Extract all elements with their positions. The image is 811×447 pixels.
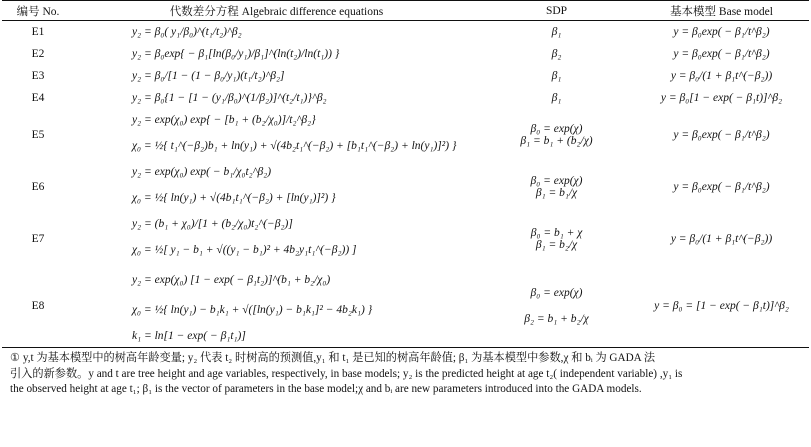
equations-table bbox=[2, 0, 809, 348]
row-id: E8 bbox=[2, 265, 74, 348]
sdp-cell bbox=[479, 109, 634, 161]
equation-line: χ₀ = ½[ y₁ − b₁ + √((y₁ − b₁)² + 4b₂y₁t₁^(−β₂)) ] bbox=[132, 244, 357, 256]
footnote-line: 引入的新参数。y and t are tree height and age variables, respectively, in base models; y₂ is the predicted height at age t₂( independent variable) ,y₁ is bbox=[10, 367, 683, 380]
equation-cell bbox=[74, 109, 479, 161]
base-model-cell: y = β₀exp( − β₁/t^β₂) bbox=[673, 129, 770, 141]
equation-line: y₂ = β₀exp{ − β₁[ln(β₀/y₁)/β₁]^(ln(t₂)/ln(t₁)) } bbox=[132, 48, 340, 60]
sdp-cell bbox=[479, 87, 634, 109]
equation-line: y₂ = β₀( y₁/β₀)^(t₁/t₂)^β₂ bbox=[132, 26, 242, 38]
equation-cell bbox=[74, 87, 479, 109]
sdp-line: β₁ bbox=[551, 92, 562, 104]
equation-line: y₂ = exp(χ₀) exp( − b₁/χ₀t₂^β₂) bbox=[132, 166, 272, 178]
sdp-line: β₁ = b₂/χ bbox=[535, 239, 578, 251]
equation-cell bbox=[74, 43, 479, 65]
equation-line: k₁ = ln[1 − exp( − β₁t₁)] bbox=[132, 330, 246, 342]
base-model-cell: y = β₀/(1 + β₁t^(−β₂)) bbox=[670, 70, 773, 82]
header-no: 编号 No. bbox=[2, 1, 74, 21]
table-row bbox=[2, 65, 809, 87]
base-model-cell: y = β₀ = [1 − exp( − β₁t)]^β₂ bbox=[634, 265, 809, 348]
sdp-line: β₂ bbox=[551, 48, 562, 60]
table-row bbox=[2, 87, 809, 109]
table-row bbox=[2, 21, 809, 44]
sdp-line: β₀ = exp(χ) bbox=[530, 287, 583, 299]
table-row bbox=[2, 43, 809, 65]
table-row bbox=[2, 265, 809, 348]
sdp-cell bbox=[479, 65, 634, 87]
row-id: E4 bbox=[31, 92, 45, 104]
equation-cell bbox=[74, 265, 479, 348]
header-base-model: 基本模型 Base model bbox=[634, 1, 809, 21]
sdp-line: β₁ = b₁/χ bbox=[535, 187, 578, 199]
sdp-line: β₁ = b₁ + (b₂/χ) bbox=[520, 135, 593, 147]
equation-cell bbox=[74, 21, 479, 44]
sdp-cell bbox=[479, 43, 634, 65]
base-model-cell: y = β₀/(1 + β₁t^(−β₂)) bbox=[670, 233, 773, 245]
equation-cell bbox=[74, 213, 479, 265]
equation-line: y₂ = exp(χ₀) [1 − exp( − β₁t₂)]^(b₁ + b₂/χ₀) bbox=[132, 274, 331, 286]
table-footnote bbox=[0, 348, 811, 398]
sdp-cell bbox=[479, 161, 634, 213]
sdp-cell bbox=[479, 21, 634, 44]
footnote-line: the observed height at age t₁; β₁ is the vector of parameters in the base model;χ and bᵢ are new parameters introduced into the GADA models. bbox=[10, 383, 642, 396]
equation-cell bbox=[74, 65, 479, 87]
footnote-line: ① y,t 为基本模型中的树高年龄变量; y₂ 代表 t₂ 时树高的预测值,y₁ 和 t₁ 是已知的树高年龄值; β₁ 为基本模型中参数,χ 和 bᵢ 为 GADA 法 bbox=[10, 352, 656, 364]
sdp-cell bbox=[479, 265, 634, 348]
sdp-line: β₂ = b₁ + b₂/χ bbox=[524, 313, 589, 325]
header-sdp: SDP bbox=[479, 1, 634, 21]
sdp-line: β₁ bbox=[551, 26, 562, 38]
header-equations: 代数差分方程 Algebraic difference equations bbox=[74, 1, 479, 21]
equation-line: y₂ = β₀{1 − [1 − (y₁/β₀)^(1/β₂)]^(t₂/t₁)}^β₂ bbox=[132, 92, 327, 104]
table-row bbox=[2, 109, 809, 161]
sdp-line: β₀ = exp(χ) bbox=[530, 123, 583, 135]
row-id: E7 bbox=[31, 233, 45, 245]
equation-line: χ₀ = ½{ ln(y₁) + √(4b₁t₁^(−β₂) + [ln(y₁)]²) } bbox=[132, 192, 336, 204]
row-id: E6 bbox=[31, 181, 45, 193]
table-header-row bbox=[2, 1, 809, 21]
equation-line: y₂ = (b₁ + χ₀)/[1 + (b₂/χ₀)t₂^(−β₂)] bbox=[132, 218, 293, 230]
base-model-cell: y = β₀exp( − β₁/t^β₂) bbox=[673, 181, 770, 193]
base-model-cell: y = β₀exp( − β₁/t^β₂) bbox=[673, 48, 770, 60]
sdp-line: β₁ bbox=[551, 70, 562, 82]
table-row bbox=[2, 213, 809, 265]
equation-line: χ₀ = ½{ t₁^(−β₂)b₁ + ln(y₁) + √(4b₂t₁^(−β₂) + [b₁t₁^(−β₂) + ln(y₁)]²) } bbox=[132, 140, 457, 152]
row-id: E5 bbox=[31, 129, 45, 141]
equation-cell bbox=[74, 161, 479, 213]
sdp-line: β₀ = exp(χ) bbox=[530, 175, 583, 187]
equation-line: y₂ = β₀/[1 − (1 − β₀/y₁)(t₁/t₂)^β₂] bbox=[132, 70, 285, 82]
table-row bbox=[2, 161, 809, 213]
base-model-cell: y = β₀[1 − exp( − β₁t)]^β₂ bbox=[660, 92, 783, 104]
sdp-cell bbox=[479, 213, 634, 265]
row-id: E1 bbox=[31, 26, 45, 38]
base-model-cell: y = β₀exp( − β₁/t^β₂) bbox=[673, 26, 770, 38]
equation-line: y₂ = exp(χ₀) exp{ − [b₁ + (b₂/χ₀)]/t₂^β₂} bbox=[132, 114, 316, 126]
equation-line: χ₀ = ½{ ln(y₁) − b₁k₁ + √([ln(y₁) − b₁k₁]² − 4b₂k₁) } bbox=[132, 304, 373, 316]
row-id: E2 bbox=[31, 48, 45, 60]
sdp-line: β₀ = b₁ + χ bbox=[530, 227, 583, 239]
row-id: E3 bbox=[31, 70, 45, 82]
